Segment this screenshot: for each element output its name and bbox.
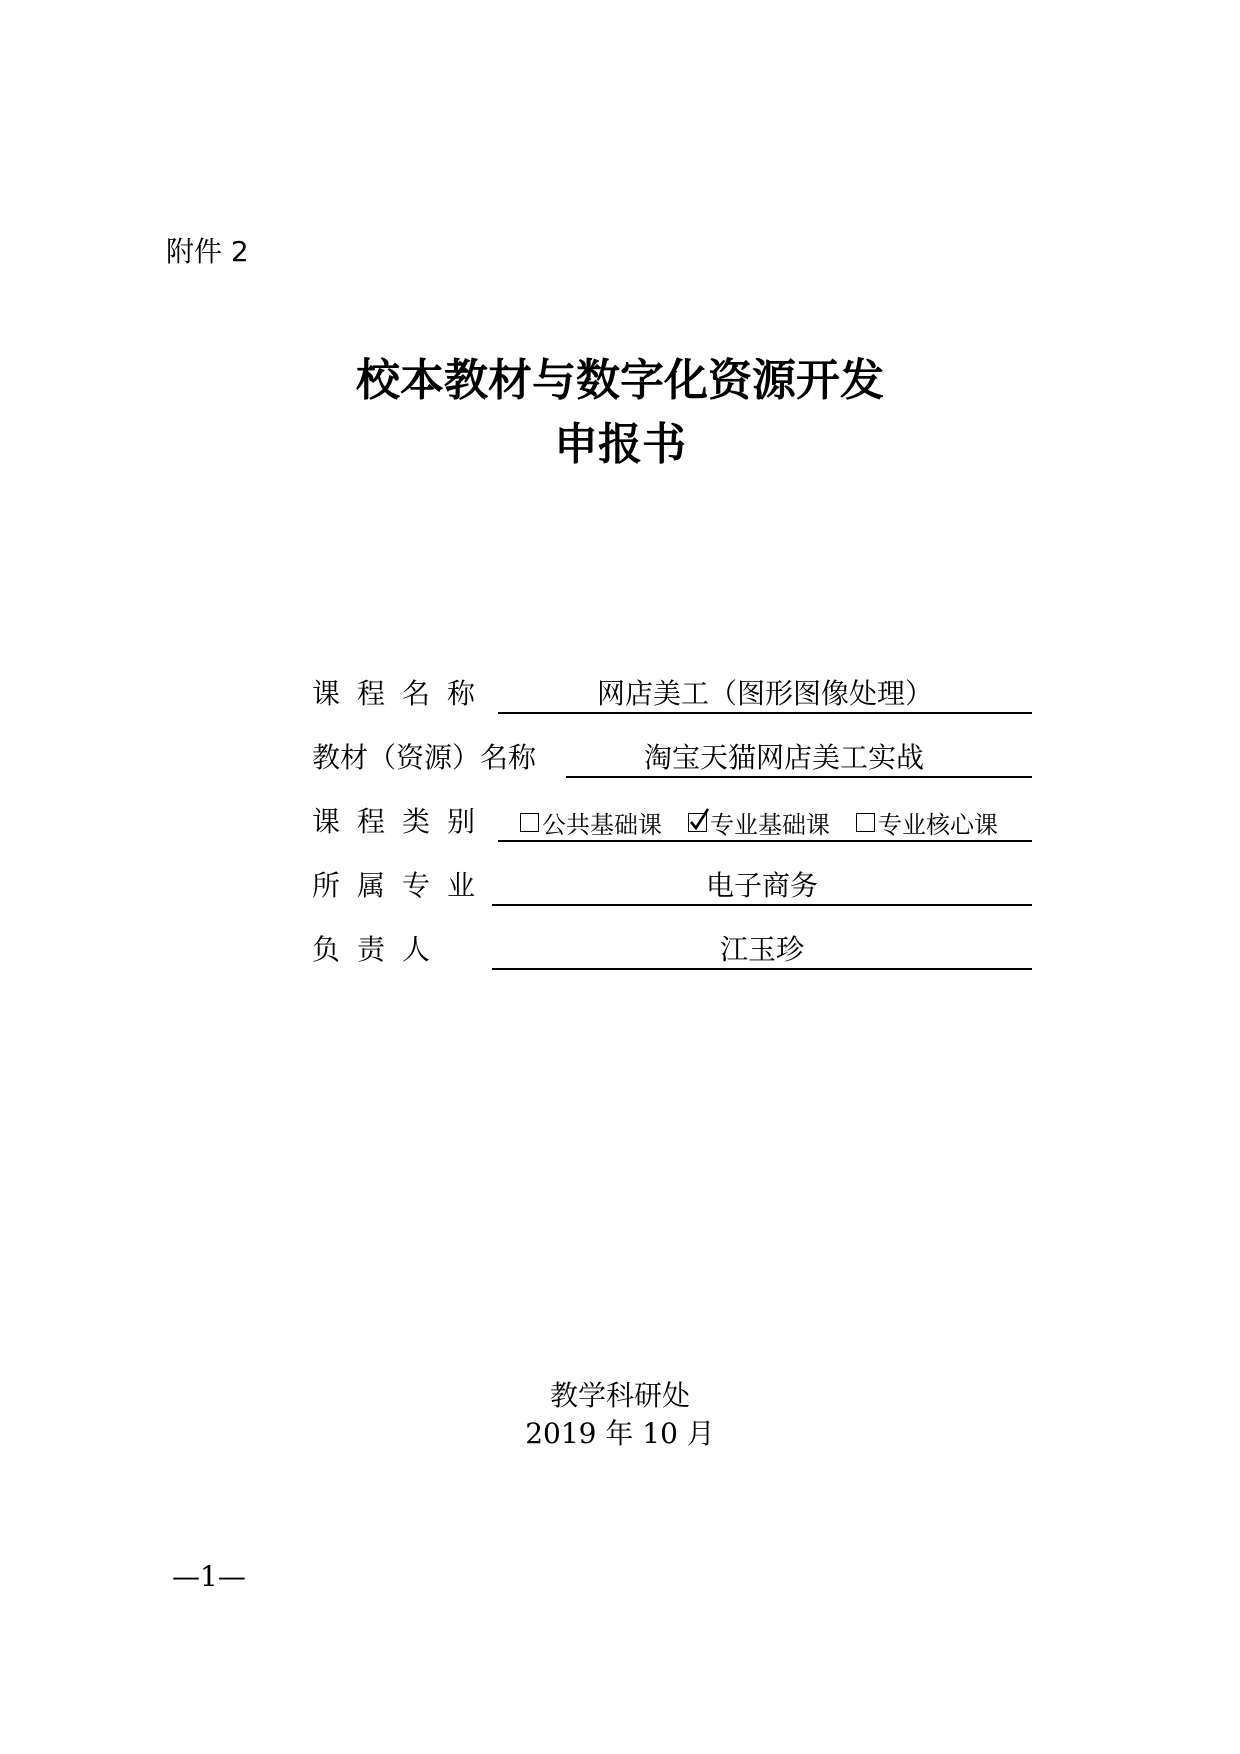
option-public-basic[interactable]	[520, 805, 662, 840]
major-value[interactable]: 电子商务	[705, 869, 818, 902]
course-name-row	[312, 668, 1032, 714]
major-row	[312, 860, 1032, 906]
checkbox-professional-basic[interactable]	[688, 813, 707, 832]
attachment-label: 附件 2	[166, 235, 249, 268]
textbook-name-value[interactable]: 淘宝天猫网店美工实战	[643, 741, 924, 774]
option-public-basic-label: 公共基础课	[542, 811, 662, 839]
course-type-options	[520, 805, 998, 840]
checkmark-icon	[688, 807, 710, 833]
option-professional-core[interactable]	[856, 805, 998, 840]
course-name-value[interactable]: 网店美工（图形图像处理）	[596, 677, 933, 710]
issuing-department: 教学科研处	[549, 1379, 690, 1412]
person-in-charge-label: 负责人	[312, 933, 448, 966]
issue-date: 2019 年 10 月	[525, 1417, 715, 1450]
document-subtitle: 申报书	[554, 419, 686, 470]
checkbox-public-basic[interactable]	[520, 813, 539, 832]
course-type-label: 课程类别	[312, 805, 493, 838]
course-type-row	[312, 796, 1032, 842]
person-in-charge-value[interactable]: 江玉珍	[719, 933, 804, 966]
option-professional-core-label: 专业核心课	[878, 811, 998, 839]
major-label: 所属专业	[312, 869, 493, 902]
course-name-label: 课程名称	[312, 677, 493, 710]
document-title: 校本教材与数字化资源开发	[356, 355, 884, 406]
option-professional-basic-label: 专业基础课	[710, 811, 830, 839]
page-number: —1—	[172, 1560, 246, 1593]
person-in-charge-row	[312, 924, 1032, 970]
option-professional-basic[interactable]	[688, 805, 830, 840]
checkbox-professional-core[interactable]	[856, 813, 875, 832]
textbook-name-row	[312, 732, 1032, 778]
textbook-name-label: 教材（资源）名称	[312, 741, 537, 774]
